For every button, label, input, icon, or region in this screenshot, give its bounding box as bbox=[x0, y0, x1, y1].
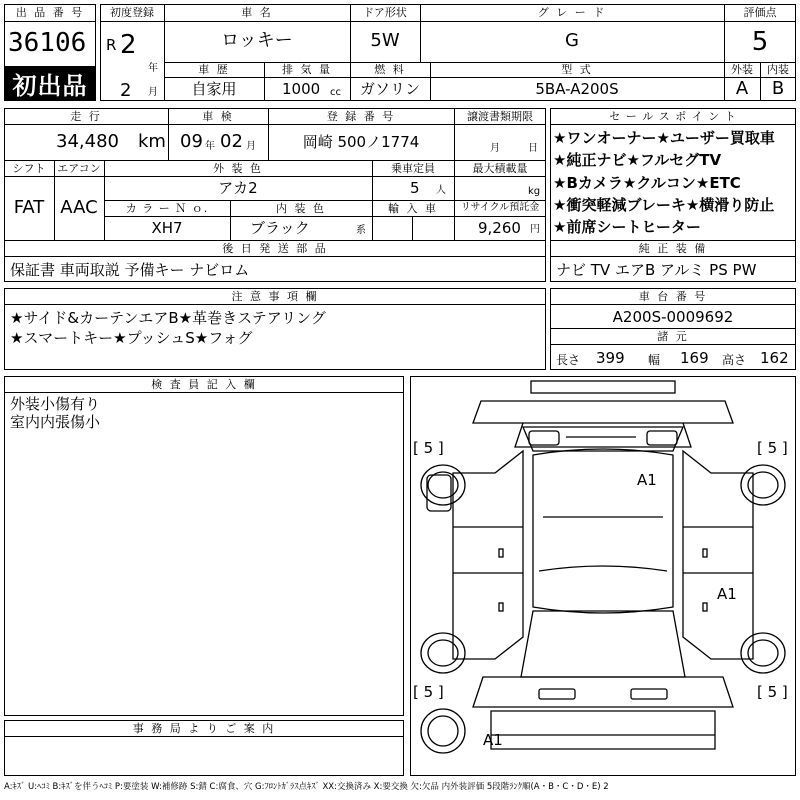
office-label: 事 務 局 よ り ご 案 内 bbox=[132, 722, 276, 735]
interior-color-label: 内 装 色 bbox=[276, 202, 326, 215]
door-label: ドア形状 bbox=[363, 6, 407, 19]
transfer-deadline-label: 譲渡書類期限 bbox=[467, 110, 533, 123]
displacement-unit: cc bbox=[330, 87, 341, 98]
mileage: 34,480 bbox=[56, 131, 119, 152]
tire-mark: [ 5 ] bbox=[757, 683, 788, 701]
inspection-label: 車 検 bbox=[202, 110, 234, 123]
color-number-label: カ ラ ー Ｎ ｏ. bbox=[125, 202, 209, 215]
parts-label: 後 日 発 送 部 品 bbox=[222, 242, 328, 255]
damage-mark: A1 bbox=[717, 585, 737, 603]
year-unit: 年 bbox=[148, 63, 158, 74]
score-label: 評価点 bbox=[743, 6, 777, 19]
shift-label: シフト bbox=[12, 162, 46, 175]
exterior-grade: A bbox=[735, 78, 749, 99]
tire-mark: [ 5 ] bbox=[757, 439, 788, 457]
inspection-month-unit: 月 bbox=[246, 141, 256, 152]
interior-grade: B bbox=[771, 78, 785, 99]
width: 169 bbox=[680, 349, 709, 367]
damage-mark: A1 bbox=[637, 471, 657, 489]
interior-label: 内装 bbox=[767, 63, 789, 76]
fuel: ガソリン bbox=[359, 80, 420, 98]
recycle-unit: 円 bbox=[530, 224, 540, 235]
equipment-value: ナビ TV エアB アルミ PS PW bbox=[556, 261, 757, 279]
chassis-number: A200S-0009692 bbox=[612, 308, 734, 326]
note-line: ★サイド&カーテンエアB★革巻きステアリング bbox=[10, 309, 326, 327]
door-type: 5W bbox=[370, 30, 400, 51]
import-label: 輸 入 車 bbox=[388, 202, 438, 215]
lot-number-label: 出 品 番 号 bbox=[15, 6, 85, 19]
capacity-label: 乗車定員 bbox=[391, 162, 435, 175]
transfer-month-unit: 月 bbox=[490, 143, 500, 154]
length: 399 bbox=[596, 349, 625, 367]
max-load-unit: kg bbox=[528, 186, 541, 197]
selling-point: ★衝突軽減ブレーキ★横滑り防止 bbox=[553, 196, 775, 214]
history-label: 車 歴 bbox=[198, 63, 230, 76]
car-outline bbox=[411, 377, 795, 775]
height-label: 高さ bbox=[722, 353, 747, 367]
era: R bbox=[106, 36, 117, 54]
exterior-color-label: 外 装 色 bbox=[213, 162, 263, 175]
chassis-label: 車 台 番 号 bbox=[638, 290, 708, 303]
score: 5 bbox=[751, 27, 769, 57]
inspector-note: 室内内張傷小 bbox=[10, 413, 101, 431]
model-label: 型 式 bbox=[561, 63, 593, 76]
inspection-year: 09 bbox=[180, 131, 203, 152]
color-number: XH7 bbox=[151, 219, 183, 237]
car-name-label: 車 名 bbox=[241, 6, 273, 19]
shift: FAT bbox=[13, 197, 45, 218]
damage-diagram bbox=[410, 376, 796, 776]
month-unit: 月 bbox=[148, 87, 158, 98]
exterior-color: アカ2 bbox=[218, 179, 258, 197]
selling-point: ★前席シートヒーター bbox=[553, 218, 701, 236]
exterior-label: 外装 bbox=[731, 63, 753, 76]
inspector-label: 検 査 員 記 入 欄 bbox=[151, 378, 257, 391]
first-listing-badge: 初出品 bbox=[4, 66, 96, 100]
interior-color-unit: 系 bbox=[356, 225, 366, 236]
ac-label: エアコン bbox=[57, 162, 101, 175]
tire-mark: [ 5 ] bbox=[413, 439, 444, 457]
length-label: 長さ bbox=[556, 353, 581, 367]
recycle-label: リサイクル預託金 bbox=[460, 202, 540, 213]
interior-color: ブラック bbox=[250, 219, 310, 237]
history: 自家用 bbox=[191, 80, 237, 98]
dims-label: 諸 元 bbox=[657, 330, 689, 343]
registration-month: 2 bbox=[120, 80, 132, 101]
grade-label: グ レ ー ド bbox=[537, 6, 607, 19]
equipment-label: 純 正 装 備 bbox=[638, 242, 708, 255]
capacity: 5 bbox=[410, 179, 420, 197]
selling-point: ★純正ナビ★フルセグTV bbox=[553, 151, 722, 169]
recycle-fee: 9,260 bbox=[478, 219, 521, 237]
mileage-label: 走 行 bbox=[70, 110, 102, 123]
note-line: ★スマートキー★プッシュS★フォグ bbox=[10, 329, 253, 347]
damage-mark: A1 bbox=[483, 731, 503, 749]
notes-label: 注 意 事 項 欄 bbox=[231, 290, 319, 303]
max-load-label: 最大積載量 bbox=[472, 162, 528, 175]
legend: A:ｷｽﾞ U:ﾍｺﾐ B:ｷｽﾞを伴うﾍｺﾐ P:要塗装 W:補修跡 S:錆 C:腐食、穴 G:ﾌﾛﾝﾄｶﾞﾗｽ点ｷｽﾞ XX:交換済み X:要交換 欠:欠品 内外装評価 5段階ﾗﾝｸ順(A・B・C・D・E) 2 bbox=[4, 782, 609, 792]
registration-year: 2 bbox=[120, 30, 137, 60]
displacement: 1000 bbox=[282, 80, 321, 98]
lot-number: 36106 bbox=[8, 28, 87, 58]
capacity-unit: 人 bbox=[436, 185, 446, 196]
inspector-note: 外装小傷有り bbox=[10, 395, 101, 413]
height: 162 bbox=[760, 349, 789, 367]
inspection-month: 02 bbox=[220, 131, 243, 152]
tire-mark: [ 5 ] bbox=[413, 683, 444, 701]
selling-point: ★ワンオーナー★ユーザー買取車 bbox=[553, 129, 775, 147]
displacement-label: 排 気 量 bbox=[282, 63, 332, 76]
plate-number: 岡崎 500ノ1774 bbox=[302, 133, 420, 151]
parts-value: 保証書 車両取説 予備キー ナビロム bbox=[10, 261, 250, 279]
car-name: ロッキー bbox=[221, 30, 293, 51]
selling-point: ★Bカメラ★クルコン★ETC bbox=[553, 174, 741, 192]
first-registration-label: 初度登録 bbox=[110, 6, 154, 19]
transfer-day-unit: 日 bbox=[528, 143, 538, 154]
width-label: 幅 bbox=[648, 353, 661, 367]
selling-points-label: セ ー ル ス ポ イ ン ト bbox=[609, 110, 737, 123]
grade: G bbox=[565, 30, 579, 51]
inspection-year-unit: 年 bbox=[205, 141, 215, 152]
model-code: 5BA-A200S bbox=[535, 80, 619, 98]
mileage-unit: km bbox=[138, 131, 166, 152]
fuel-label: 燃 料 bbox=[374, 63, 406, 76]
plate-label: 登 録 番 号 bbox=[326, 110, 396, 123]
air-conditioner: AAC bbox=[60, 197, 98, 218]
